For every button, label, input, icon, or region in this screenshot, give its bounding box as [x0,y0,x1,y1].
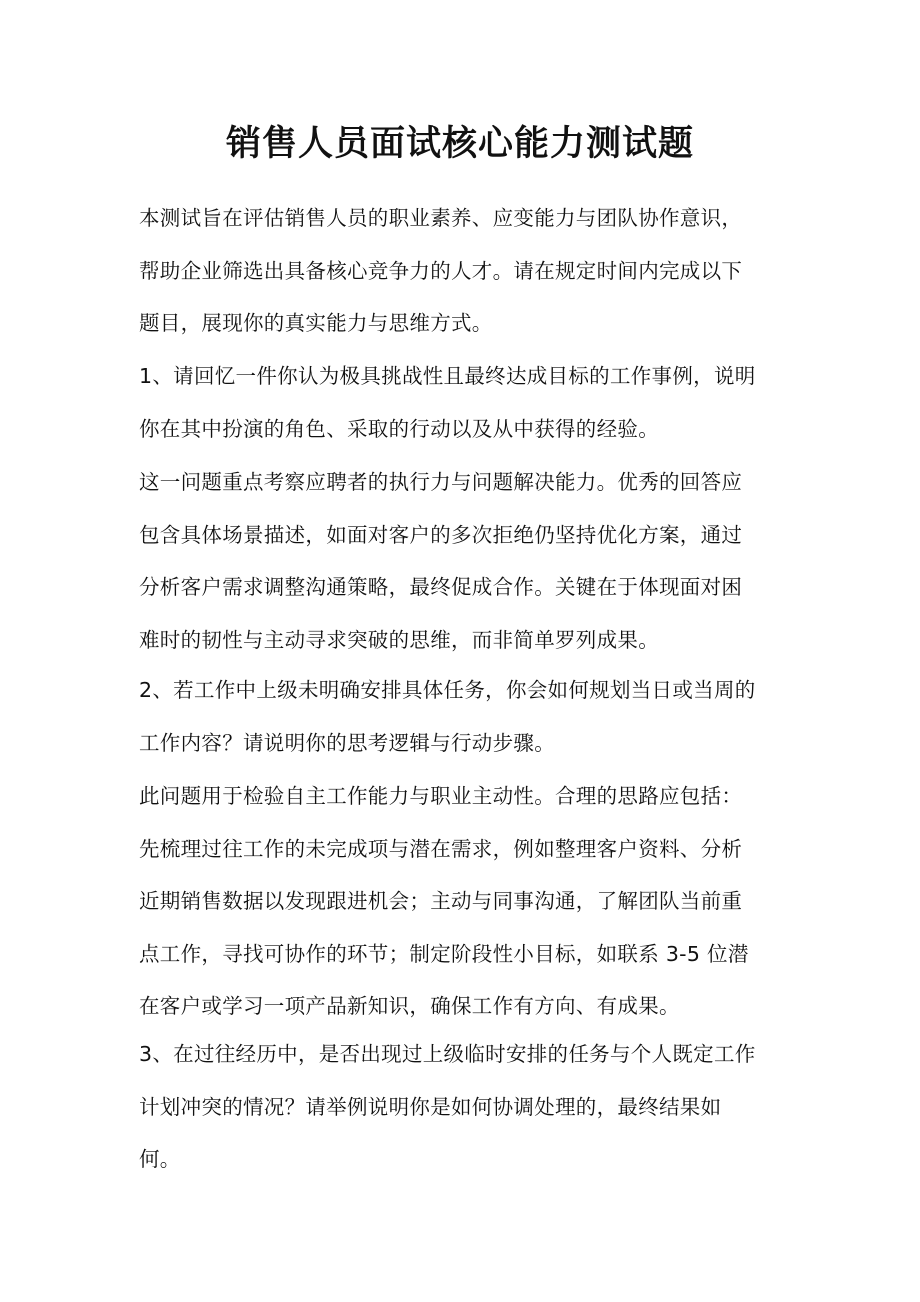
paragraph-line: 先梳理过往工作的未完成项与潜在需求，例如整理客户资料、分析 [139,836,743,861]
answer-guide-2 [139,770,787,1033]
paragraph-line: 分析客户需求调整沟通策略，最终促成合作。关键在于体现面对困 [139,575,743,599]
paragraph-line: 难时的韧性与主动寻求突破的思维，而非简单罗列成果。 [139,627,659,652]
question-2 [139,664,787,769]
paragraph-line: 工作内容？请说明你的思考逻辑与行动步骤。 [139,730,555,755]
paragraph-line: 2、若工作中上级未明确安排具体任务，你会如何规划当日或当周的 [139,678,756,702]
paragraph-line: 在客户或学习一项产品新知识，确保工作有方向、有成果。 [139,994,680,1018]
paragraph-line: 题目，展现你的真实能力与思维方式。 [139,311,493,335]
paragraph-line: 1、请回忆一件你认为极具挑战性且最终达成目标的工作事例，说明 [139,364,756,388]
paragraph-line: 点工作，寻找可协作的环节；制定阶段性小目标，如联系 3-5 位潜 [139,941,749,966]
intro-paragraph [139,192,787,350]
paragraph-line: 3、在过往经历中，是否出现过上级临时安排的任务与个人既定工作 [139,1042,756,1066]
document-title: 销售人员面试核心能力测试题 [225,124,694,164]
answer-guide-1 [139,456,787,666]
paragraph-line: 包含具体场景描述，如面对客户的多次拒绝仍坚持优化方案，通过 [139,522,743,547]
paragraph-line: 你在其中扮演的角色、采取的行动以及从中获得的经验。 [139,416,659,441]
paragraph-line: 这一问题重点考察应聘者的执行力与问题解决能力。优秀的回答应 [139,470,743,494]
paragraph-line: 计划冲突的情况？请举例说明你是如何协调处理的，最终结果如 [139,1094,722,1119]
paragraph-line: 帮助企业筛选出具备核心竞争力的人才。请在规定时间内完成以下 [139,258,743,283]
paragraph-line: 此问题用于检验自主工作能力与职业主动性。合理的思路应包括： [139,784,743,808]
question-1 [139,350,787,455]
paragraph-line: 何。 [139,1147,181,1171]
paragraph-line: 近期销售数据以发现跟进机会；主动与同事沟通，了解团队当前重 [139,889,743,913]
paragraph-line: 本测试旨在评估销售人员的职业素养、应变能力与团队协作意识， [139,206,743,230]
question-3 [139,1028,787,1186]
